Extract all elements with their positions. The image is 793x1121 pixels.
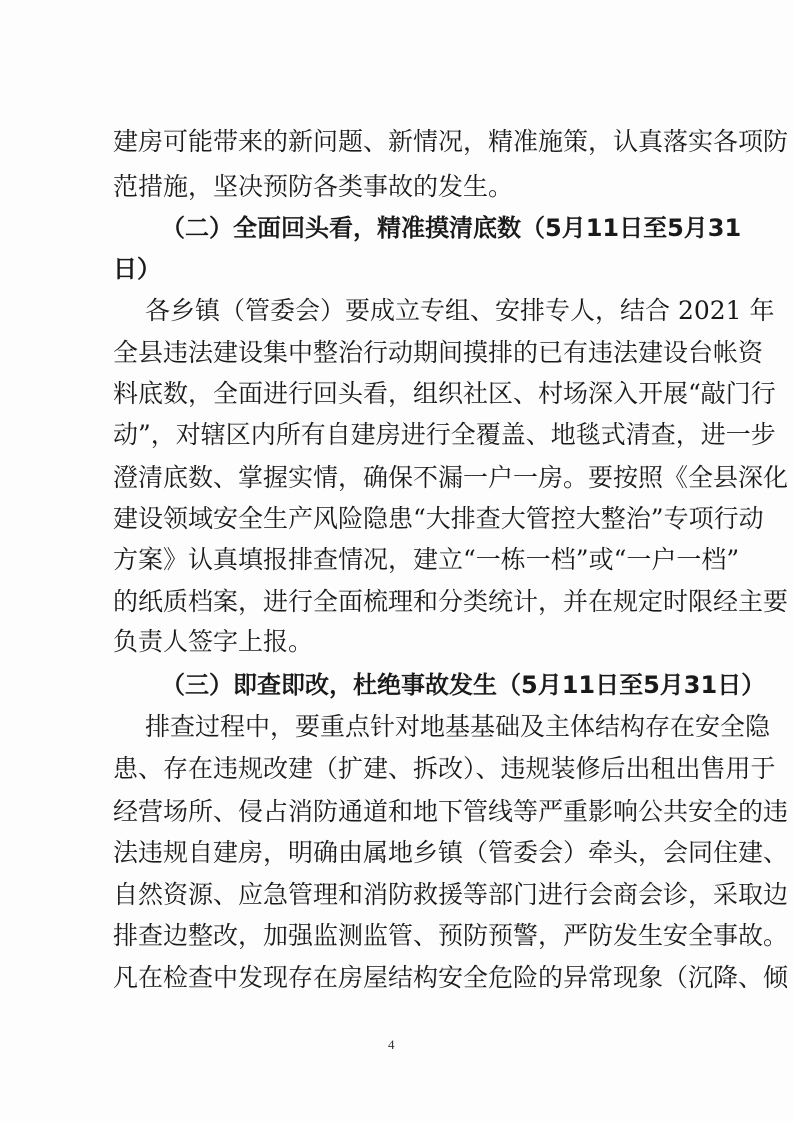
body-text-line: 患、存在违规改建（扩建、拆改）、违规装修后出租出售用于 xyxy=(113,754,776,783)
section-heading-line: （二）全面回头看，精准摸清底数（5月11日至5月31 xyxy=(161,214,742,242)
section-heading-line: 日） xyxy=(113,255,161,283)
page-number: 4 xyxy=(388,1037,395,1052)
body-text-line: 自然资源、应急管理和消防救援等部门进行会商会诊，采取边 xyxy=(113,880,789,909)
body-text-line: 法违规自建房，明确由属地乡镇（管委会）牵头，会同住建、 xyxy=(113,838,789,867)
section-heading-line: （三）即查即改，杜绝事故发生（5月11日至5月31日） xyxy=(161,671,766,699)
body-text-line: 负责人签字上报。 xyxy=(113,627,314,656)
body-text-line: 排查边整改，加强监测监管、预防预警，严防发生安全事故。 xyxy=(113,921,789,950)
body-text-line: 动”，对辖区内所有自建房进行全覆盖、地毯式清查，进一步 xyxy=(113,420,776,449)
body-text-line: 方案》认真填报排查情况，建立“一栋一档”或“一户一档” xyxy=(113,545,740,574)
body-text-line: 建房可能带来的新问题、新情况，精准施策，认真落实各项防 xyxy=(113,127,789,156)
body-text-line: 经营场所、侵占消防通道和地下管线等严重影响公共安全的违 xyxy=(113,797,789,826)
body-text-line: 凡在检查中发现存在房屋结构安全危险的异常现象（沉降、倾 xyxy=(113,963,789,992)
body-text-line: 各乡镇（管委会）要成立专组、安排专人，结合 2021 年 xyxy=(145,296,775,325)
body-text-line: 范措施，坚决预防各类事故的发生。 xyxy=(113,172,514,201)
body-text-line: 排查过程中，要重点针对地基基础及主体结构存在安全隐 xyxy=(145,712,771,741)
body-text-line: 料底数，全面进行回头看，组织社区、村场深入开展“敲门行 xyxy=(113,379,776,408)
body-text-line: 澄清底数、掌握实情，确保不漏一户一房。要按照《全县深化 xyxy=(113,463,789,492)
body-text-line: 建设领域安全生产风险隐患“大排查大管控大整治”专项行动 xyxy=(113,504,764,533)
body-text-line: 的纸质档案，进行全面梳理和分类统计，并在规定时限经主要 xyxy=(113,587,789,616)
body-text-line: 全县违法建设集中整治行动期间摸排的已有违法建设台帐资 xyxy=(113,338,764,367)
